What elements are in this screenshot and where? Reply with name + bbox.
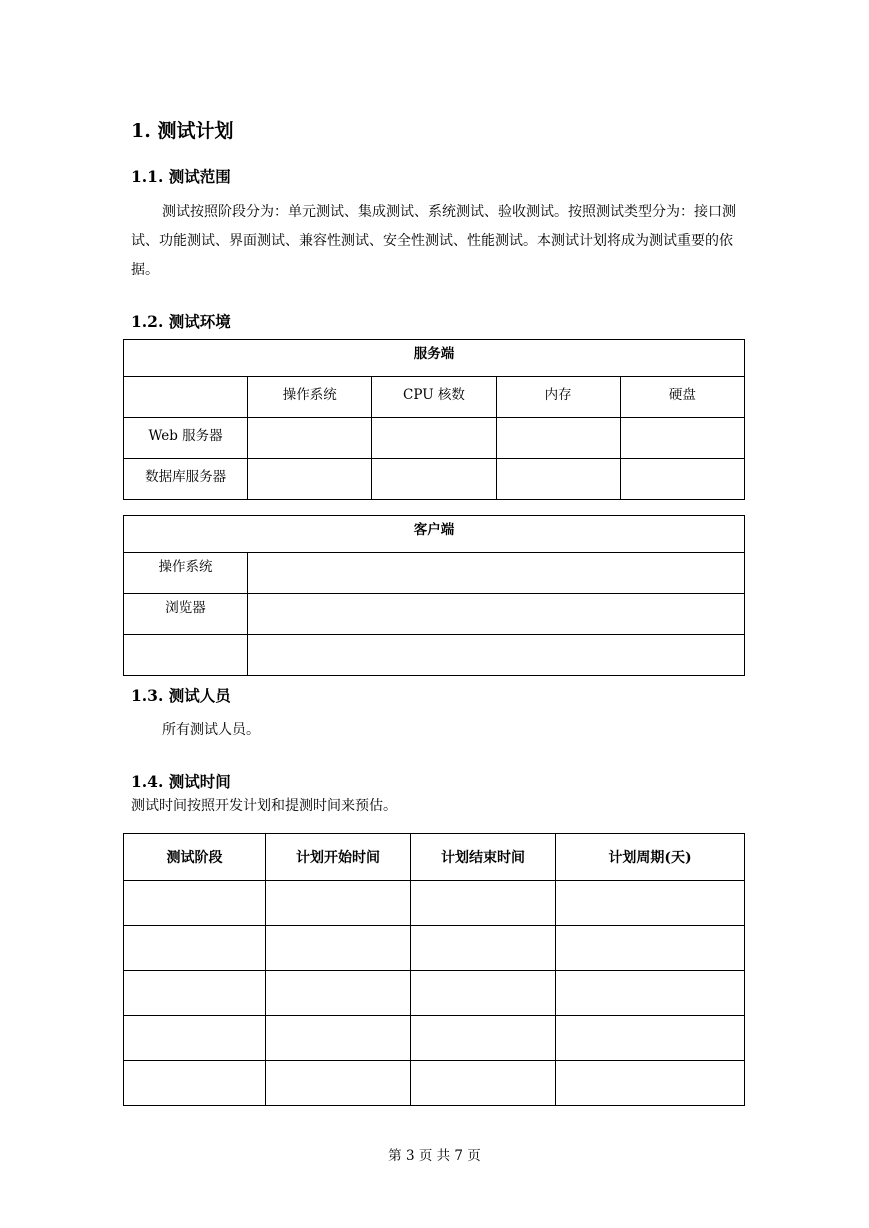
table-cell [411,971,556,1016]
header-cell: 计划周期(天) [556,834,745,881]
table-row [124,418,745,459]
table-row [124,635,745,676]
table-cell [248,418,372,459]
table-cell [248,459,372,500]
table-cell [248,553,745,594]
schedule-header-row [124,834,745,881]
table-cell [124,971,266,1016]
table-cell [411,1016,556,1061]
table-cell [372,418,496,459]
header-cell: 硬盘 [620,377,744,418]
table-row [124,1061,745,1106]
row-label [124,635,248,676]
table-cell [266,881,411,926]
header-cell: 操作系统 [248,377,372,418]
server-table [123,339,745,500]
row-label: 浏览器 [124,594,248,635]
table-cell [266,1016,411,1061]
time-heading: 1.4. 测试时间 [131,772,231,791]
table-row [124,594,745,635]
client-table-title: 客户端 [124,516,745,553]
server-table-header-row [124,377,745,418]
header-cell [124,377,248,418]
header-cell: CPU 核数 [372,377,496,418]
row-label: Web 服务器 [124,418,248,459]
table-row [124,553,745,594]
table-cell [411,881,556,926]
header-cell: 测试阶段 [124,834,266,881]
table-cell [556,1016,745,1061]
header-cell: 内存 [496,377,620,418]
table-cell [620,459,744,500]
table-cell [372,459,496,500]
table-cell [124,926,266,971]
table-row [124,971,745,1016]
table-cell [124,881,266,926]
table-cell [266,1061,411,1106]
table-cell [411,1061,556,1106]
env-heading: 1.2. 测试环境 [131,312,231,331]
table-cell [124,1016,266,1061]
table-cell [556,971,745,1016]
staff-heading: 1.3. 测试人员 [131,686,231,705]
table-cell [124,1061,266,1106]
schedule-table [123,833,745,1106]
page-footer: 第 3 页 共 7 页 [388,1148,481,1164]
table-cell [556,881,745,926]
table-row [124,881,745,926]
table-cell [248,594,745,635]
table-cell [496,459,620,500]
scope-heading: 1.1. 测试范围 [131,167,231,186]
server-table-title: 服务端 [124,340,745,377]
time-paragraph: 测试时间按照开发计划和提测时间来预估。 [131,798,397,814]
table-cell [266,971,411,1016]
header-cell: 计划结束时间 [411,834,556,881]
table-cell [556,1061,745,1106]
staff-paragraph: 所有测试人员。 [162,722,260,738]
scope-paragraph: 测试按照阶段分为：单元测试、集成测试、系统测试、验收测试。按照测试类型分为：接口测试、功能测试、界面测试、兼容性测试、安全性测试、性能测试。本测试计划将成为测试重要的依据。 [131,204,736,278]
table-cell [496,418,620,459]
table-cell [620,418,744,459]
header-cell: 计划开始时间 [266,834,411,881]
table-cell [266,926,411,971]
table-row [124,926,745,971]
table-cell [248,635,745,676]
table-cell [411,926,556,971]
client-table [123,515,745,676]
row-label: 数据库服务器 [124,459,248,500]
table-row [124,1016,745,1061]
row-label: 操作系统 [124,553,248,594]
table-cell [556,926,745,971]
table-row [124,459,745,500]
section-heading: 1. 测试计划 [131,120,234,142]
